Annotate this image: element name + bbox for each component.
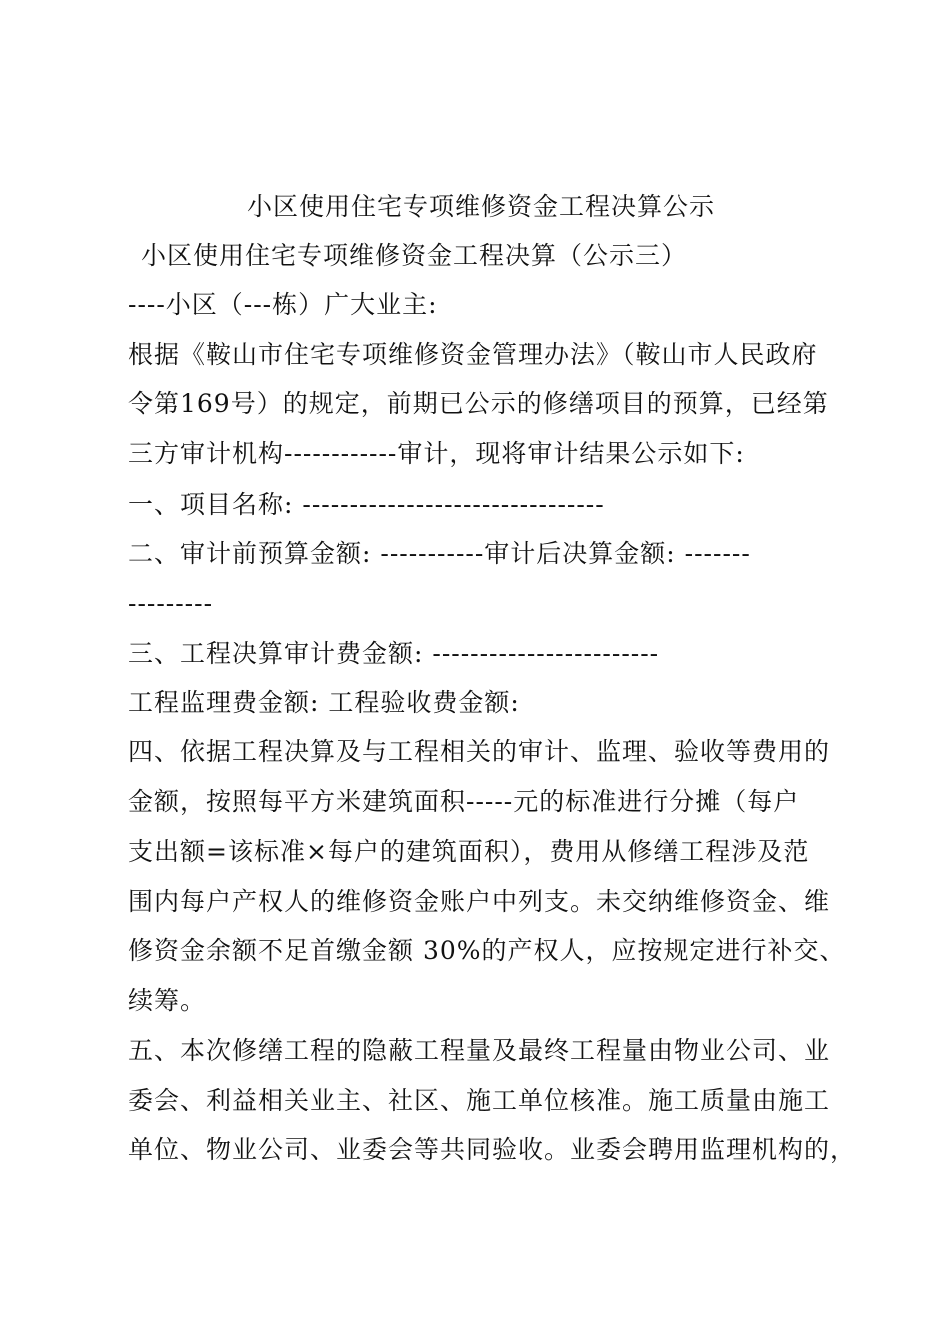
section-five-line: 委会、利益相关业主、社区、施工单位核准。施工质量由施工 [128,1086,831,1115]
document-title: 小区使用住宅专项维修资金工程决算公示 [247,192,716,221]
section-four-line: 金额，按照每平方米建筑面积-----元的标准进行分摊（每户 [128,787,800,816]
section-four-line: 续筹。 [128,986,207,1015]
section-five-line: 五、本次修缮工程的隐蔽工程量及最终工程量由物业公司、业 [128,1036,831,1065]
document-subtitle: 小区使用住宅专项维修资金工程决算（公示三） [141,241,688,270]
item-budget-amount: 二、审计前预算金额: -----------审计后决算金额: ------- [128,539,751,568]
section-five-line: 单位、物业公司、业委会等共同验收。业委会聘用监理机构的， [128,1135,857,1164]
item-audit-fee: 三、工程决算审计费金额: ------------------------ [128,639,660,668]
supervision-fee-line: 工程监理费金额: 工程验收费金额: [128,688,520,717]
body-line: 三方审计机构------------审计，现将审计结果公示如下: [128,439,745,468]
item-budget-amount-continued: --------- [128,589,214,618]
section-four-line: 围内每户产权人的维修资金账户中列支。未交纳维修资金、维 [128,887,831,916]
body-line: 令第169号）的规定，前期已公示的修缮项目的预算，已经第 [128,389,829,418]
body-line: 根据《鞍山市住宅专项维修资金管理办法》（鞍山市人民政府 [128,340,818,369]
section-four-line: 修资金余额不足首缴金额 30%的产权人，应按规定进行补交、 [128,936,846,965]
salutation-line: ----小区（---栋）广大业主: [128,290,438,319]
section-four-line: 四、依据工程决算及与工程相关的审计、监理、验收等费用的 [128,737,831,766]
section-four-line: 支出额=该标准×每户的建筑面积），费用从修缮工程涉及范 [128,837,810,866]
item-project-name: 一、项目名称: -------------------------------- [128,490,605,519]
